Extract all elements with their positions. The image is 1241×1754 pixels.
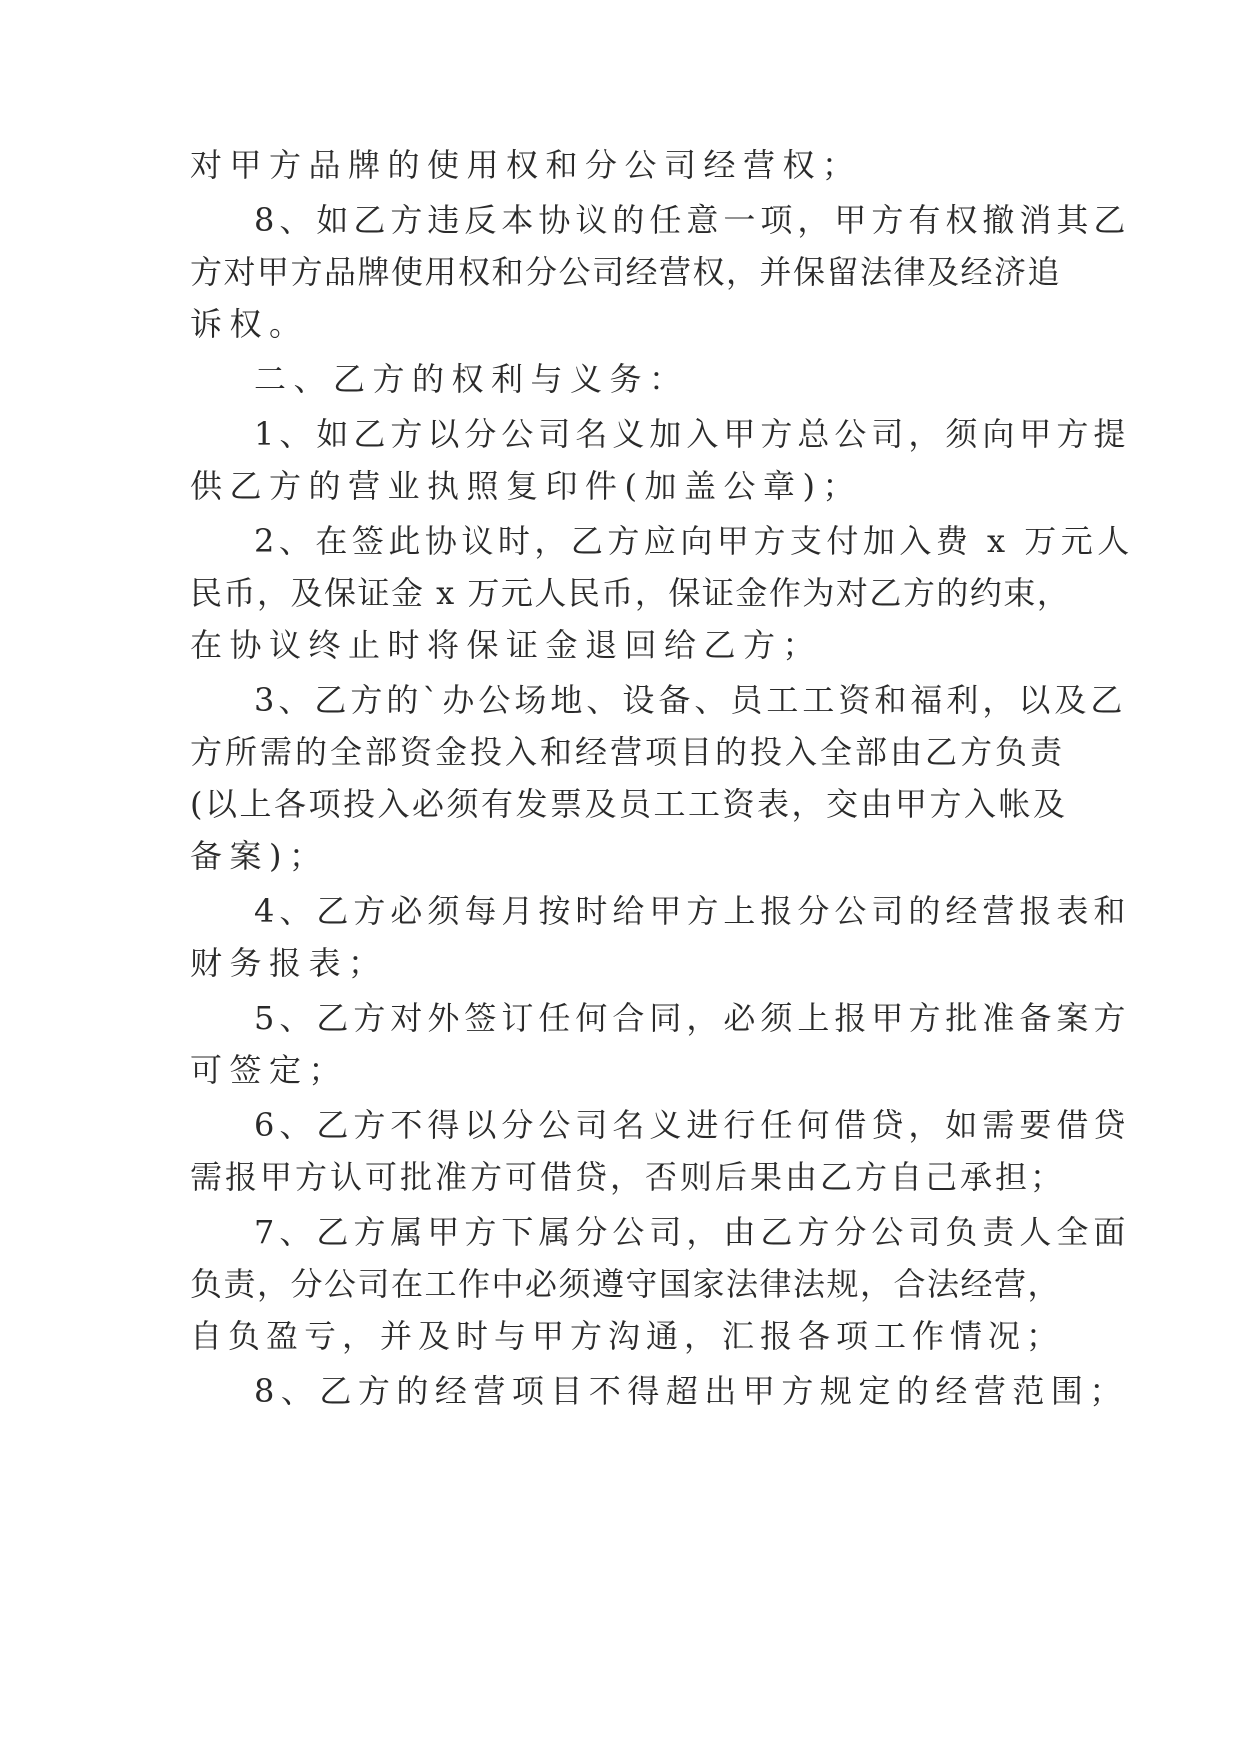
- paragraph-line: 备案)；: [190, 837, 329, 875]
- paragraph-line: 诉权。: [190, 305, 309, 343]
- paragraph-line: 对甲方品牌的使用权和分公司经营权；: [190, 146, 862, 184]
- paragraph-line: 可签定；: [190, 1051, 349, 1089]
- paragraph-line: 5、乙方对外签订任何合同，必须上报甲方批准备案方: [254, 999, 1131, 1037]
- paragraph-line: 财务报表；: [190, 944, 388, 982]
- paragraph-line: 方对甲方品牌使用权和分公司经营权，并保留法律及经济追: [190, 253, 1062, 291]
- paragraph-line: 方所需的全部资金投入和经营项目的投入全部由乙方负责: [190, 733, 1066, 771]
- paragraph-line: 负责，分公司在工作中必须遵守国家法律法规，合法经营，: [190, 1265, 1062, 1303]
- paragraph-line: 4、乙方必须每月按时给甲方上报分公司的经营报表和: [254, 892, 1131, 930]
- paragraph-line: 8、乙方的经营项目不得超出甲方规定的经营范围；: [254, 1372, 1128, 1410]
- paragraph-line: 供乙方的营业执照复印件(加盖公章)；: [190, 467, 862, 505]
- paragraph-line: 需报甲方认可批准方可借贷，否则后果由乙方自己承担；: [190, 1158, 1066, 1196]
- paragraph-line: (以上各项投入必须有发票及员工工资表，交由甲方入帐及: [190, 785, 1068, 823]
- paragraph-line: 2、在签此协议时，乙方应向甲方支付加入费 x 万元人: [254, 522, 1134, 560]
- paragraph-line: 3、乙方的`办公场地、设备、员工工资和福利，以及乙: [254, 681, 1127, 719]
- paragraph-line: 1、如乙方以分公司名义加入甲方总公司，须向甲方提: [254, 415, 1131, 453]
- paragraph-line: 6、乙方不得以分公司名义进行任何借贷，如需要借贷: [254, 1106, 1131, 1144]
- paragraph-line: 8、如乙方违反本协议的任意一项，甲方有权撤消其乙: [254, 201, 1131, 239]
- paragraph-line: 自负盈亏，并及时与甲方沟通，汇报各项工作情况；: [190, 1317, 1065, 1355]
- paragraph-line: 民币，及保证金 x 万元人民币，保证金作为对乙方的约束，: [190, 574, 1071, 612]
- paragraph-line: 7、乙方属甲方下属分公司，由乙方分公司负责人全面: [254, 1213, 1131, 1251]
- paragraph-line: 在协议终止时将保证金退回给乙方；: [190, 626, 823, 664]
- section-heading: 二、乙方的权利与义务：: [254, 360, 689, 398]
